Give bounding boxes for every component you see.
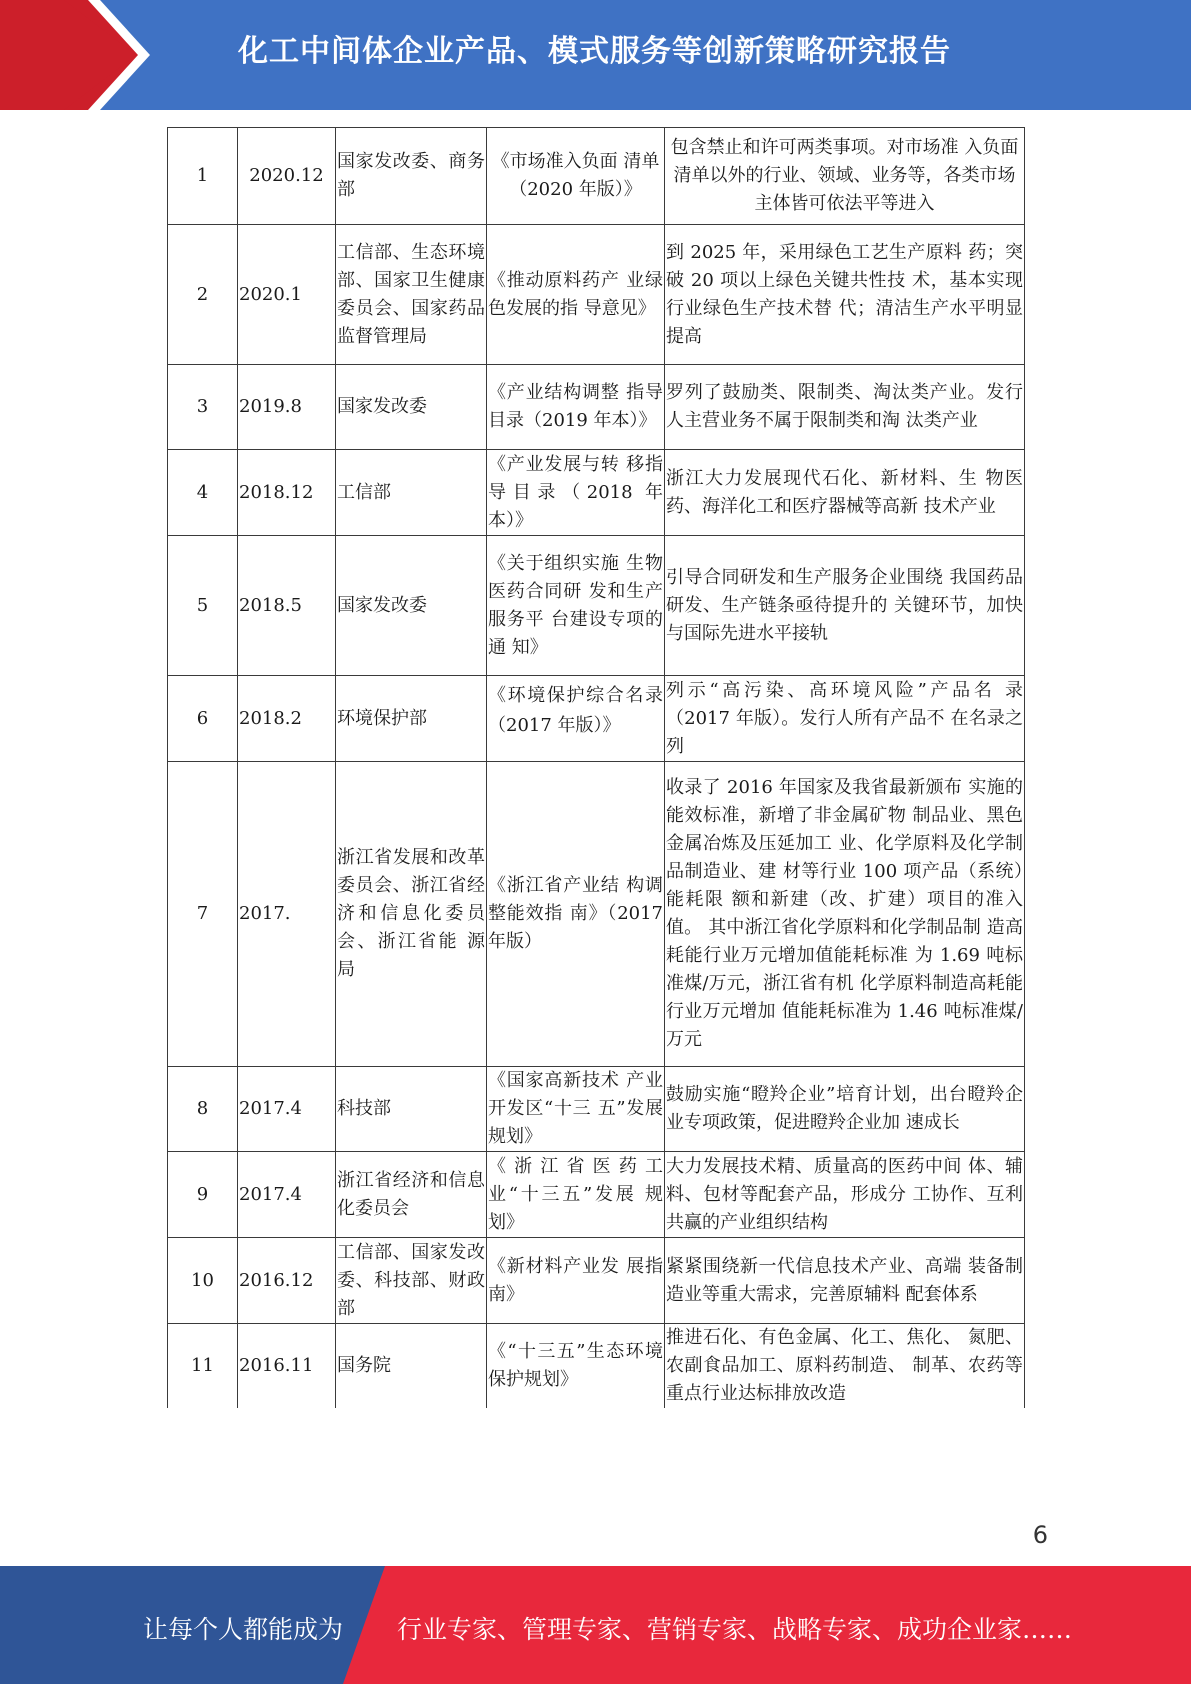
table-row [168, 762, 1025, 1067]
row-department: 国务院 [336, 1324, 487, 1409]
row-description: 罗列了鼓励类、限制类、淘汰类产业。发行人主营业务不属于限制类和淘 汰类产业 [665, 365, 1025, 450]
row-date: 2017. [238, 762, 336, 1067]
row-department: 浙江省发展和改革委员会、浙江省经济和信息化委员 会、浙江省能 源局 [336, 762, 487, 1067]
row-document: 《新材料产业发 展指南》 [487, 1238, 665, 1324]
row-document: 《浙江省医药工 业“十三五”发展 规划》 [487, 1152, 665, 1238]
row-date: 2016.11 [238, 1324, 336, 1409]
row-number: 7 [168, 762, 238, 1067]
row-date: 2019.8 [238, 365, 336, 450]
page-footer [0, 1566, 1191, 1684]
row-number: 6 [168, 676, 238, 762]
footer-slogan-left: 让每个人都能成为 [143, 1615, 344, 1644]
table-row [168, 1067, 1025, 1152]
row-description: 鼓励实施“瞪羚企业”培育计划，出台瞪羚企业专项政策，促进瞪羚企业加 速成长 [665, 1067, 1025, 1152]
row-number: 10 [168, 1238, 238, 1324]
row-document: 《产业结构调整 指导目录（2019 年本）》 [487, 365, 665, 450]
footer-slogan-right: 行业专家、管理专家、营销专家、战略专家、成功企业家…… [397, 1615, 1073, 1644]
row-date: 2018.2 [238, 676, 336, 762]
row-number: 8 [168, 1067, 238, 1152]
row-date: 2018.5 [238, 536, 336, 676]
row-document: 《产业发展与转 移指导目录（2018 年本）》 [487, 450, 665, 536]
row-number: 9 [168, 1152, 238, 1238]
row-number: 4 [168, 450, 238, 536]
policy-table [167, 127, 1025, 1408]
row-date: 2020.12 [238, 128, 336, 225]
row-department: 国家发改委 [336, 365, 487, 450]
row-description: 引导合同研发和生产服务企业围绕 我国药品研发、生产链条亟待提升的 关键环节，加快与国际先进水平接轨 [665, 536, 1025, 676]
table-row [168, 1324, 1025, 1409]
row-document [487, 676, 665, 762]
row-number: 11 [168, 1324, 238, 1409]
row-document: 《国家高新技术 产业开发区“十三 五”发展规划》 [487, 1067, 665, 1152]
report-title: 化工中间体企业产品、模式服务等创新策略研究报告 [238, 34, 951, 69]
table-row [168, 450, 1025, 536]
row-date: 2016.12 [238, 1238, 336, 1324]
row-document: 《市场准入负面 清单（2020 年版）》 [487, 128, 665, 225]
page-header [0, 0, 1191, 110]
row-description: 浙江大力发展现代石化、新材料、生 物医药、海洋化工和医疗器械等高新 技术产业 [665, 450, 1025, 536]
row-department: 科技部 [336, 1067, 487, 1152]
row-number: 3 [168, 365, 238, 450]
table-row [168, 676, 1025, 762]
page-number: 6 [1032, 1521, 1048, 1549]
table-row [168, 365, 1025, 450]
table-row [168, 536, 1025, 676]
row-number: 2 [168, 225, 238, 365]
row-department: 浙江省经济和信息化委员会 [336, 1152, 487, 1238]
row-description: 到 2025 年，采用绿色工艺生产原料 药；突破 20 项以上绿色关键共性技 术，基本实现行业绿色生产技术替 代；清洁生产水平明显提高 [665, 225, 1025, 365]
row-number: 5 [168, 536, 238, 676]
row-department: 国家发改委 [336, 536, 487, 676]
row-document: 《“十三五”生态环境保护规划》 [487, 1324, 665, 1409]
row-document-text: 《环境保护综合名录（2017 年版）》 [488, 684, 663, 736]
row-description: 列示“高污染、高环境风险”产品名 录（2017 年版）。发行人所有产品不 在名录之列 [665, 676, 1025, 762]
row-description: 推进石化、有色金属、化工、焦化、 氮肥、农副食品加工、原料药制造、 制革、农药等重点行业达标排放改造 [665, 1324, 1025, 1409]
row-document: 《关于组织实施 生物医药合同研 发和生产服务平 台建设专项的通 知》 [487, 536, 665, 676]
row-date: 2018.12 [238, 450, 336, 536]
row-date: 2020.1 [238, 225, 336, 365]
row-description: 收录了 2016 年国家及我省最新颁布 实施的能效标准，新增了非金属矿物 制品业、黑色金属冶炼及压延加工 业、化学原料及化学制品制造业、建 材等行业 100 项产品（系统）能耗限 额和新建（改、扩建）项目的准入值。 其中浙江省化学原料和化学制品制 造高耗能行业万元增加值能耗标准 为 1.69 吨标准煤/万元，浙江省有机 化学原料制造高耗能行业万元增加 值能耗标准为 1.46 吨标准煤/万元 [665, 762, 1025, 1067]
row-document: 《浙江省产业结 构调整能效指 南》（2017 年版） [487, 762, 665, 1067]
table-row [168, 225, 1025, 365]
row-description: 包含禁止和许可两类事项。对市场准 入负面清单以外的行业、领域、业务等，各类市场主体皆可依法平等进入 [665, 128, 1025, 225]
table-row [168, 1238, 1025, 1324]
row-department: 工信部、生态环境部、国家卫生健康委员会、国家药品监督管理局 [336, 225, 487, 365]
row-department: 环境保护部 [336, 676, 487, 762]
row-date: 2017.4 [238, 1152, 336, 1238]
row-department: 国家发改委、商务部 [336, 128, 487, 225]
row-department: 工信部 [336, 450, 487, 536]
row-department: 工信部、国家发改委、科技部、财政部 [336, 1238, 487, 1324]
header-arrow-decoration [0, 0, 200, 110]
row-date: 2017.4 [238, 1067, 336, 1152]
row-document: 《推动原料药产 业绿色发展的指 导意见》 [487, 225, 665, 365]
table-row [168, 128, 1025, 225]
table-row [168, 1152, 1025, 1238]
row-description: 紧紧围绕新一代信息技术产业、高端 装备制造业等重大需求，完善原辅料 配套体系 [665, 1238, 1025, 1324]
row-number: 1 [168, 128, 238, 225]
row-description: 大力发展技术精、质量高的医药中间 体、辅料、包材等配套产品，形成分 工协作、互利共赢的产业组织结构 [665, 1152, 1025, 1238]
